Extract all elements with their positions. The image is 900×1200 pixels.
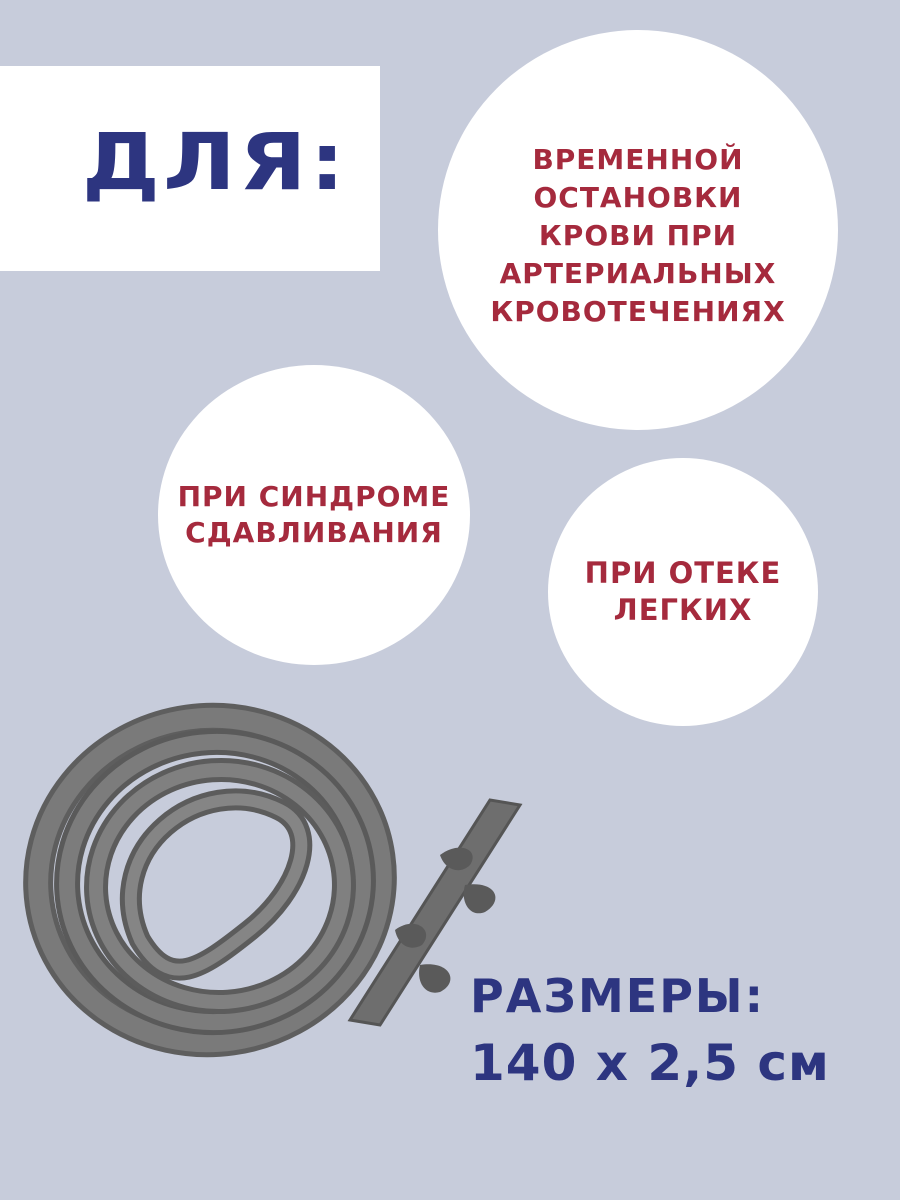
sizes-value: 140 x 2,5 см — [470, 1034, 830, 1092]
circle-crush-syndrome-text: ПРИ СИНДРОМЕ СДАВЛИВАНИЯ — [177, 480, 451, 549]
sizes-label: РАЗМЕРЫ: — [470, 969, 765, 1023]
circle-crush-syndrome — [158, 365, 470, 665]
circle-arterial-bleeding — [438, 30, 838, 430]
sizes-block — [470, 968, 830, 1098]
circle-pulmonary-edema — [548, 458, 818, 726]
tourniquet-image — [20, 690, 540, 1070]
circle-pulmonary-edema-text: ПРИ ОТЕКЕ ЛЕГКИХ — [584, 556, 782, 627]
circle-arterial-bleeding-text: ВРЕМЕННОЙ ОСТАНОВКИ КРОВИ ПРИ АРТЕРИАЛЬНЫХ КРОВОТЕЧЕНИЯХ — [490, 143, 786, 328]
heading-title: ДЛЯ: — [82, 118, 349, 208]
